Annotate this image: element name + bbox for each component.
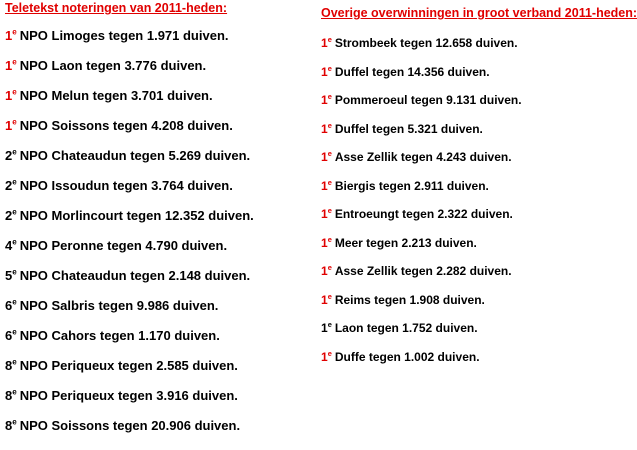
rank-number: 1 <box>321 150 328 164</box>
list-item <box>321 64 522 93</box>
rank-suffix: e <box>12 327 17 337</box>
list-item <box>5 147 254 177</box>
list-item <box>321 206 522 235</box>
rank-number: 4 <box>5 238 13 253</box>
rank-number: 1 <box>321 64 328 79</box>
rank-suffix: e <box>12 297 17 307</box>
entry-text: NPO Chateaudun tegen 2.148 duiven. <box>19 268 251 283</box>
entry-text: NPO Soissons tegen 20.906 duiven. <box>19 418 241 433</box>
list-item <box>321 320 522 349</box>
rank-label <box>5 387 17 405</box>
list-item <box>5 357 254 387</box>
rank-number: 1 <box>321 321 328 335</box>
rank-number: 1 <box>5 58 13 73</box>
entry-text: Biergis tegen 2.911 duiven. <box>334 178 489 193</box>
rank-suffix: e <box>327 291 332 301</box>
list-item <box>321 292 522 321</box>
rank-suffix: e <box>12 207 17 217</box>
entry-text: Strombeek tegen 12.658 duiven. <box>334 36 518 50</box>
list-item <box>5 177 254 207</box>
rank-number: 1 <box>5 88 13 103</box>
entry-text: NPO Soissons tegen 4.208 duiven. <box>19 118 233 133</box>
list-item <box>321 235 522 264</box>
rank-suffix: e <box>327 320 332 329</box>
entry-text: NPO Peronne tegen 4.790 duiven. <box>19 238 228 253</box>
entry-text: Reims tegen 1.908 duiven. <box>334 292 485 307</box>
entry-text: Entroeungt tegen 2.322 duiven. <box>334 207 513 221</box>
list-item <box>5 87 254 117</box>
rank-suffix: e <box>12 147 17 157</box>
entry-text: NPO Salbris tegen 9.986 duiven. <box>19 298 219 313</box>
rank-label <box>5 297 17 315</box>
rank-suffix: e <box>12 57 17 67</box>
rank-number: 1 <box>5 118 13 133</box>
list-item <box>5 327 254 357</box>
entry-text: NPO Cahors tegen 1.170 duiven. <box>19 328 220 343</box>
rank-suffix: e <box>327 263 332 272</box>
rank-suffix: e <box>12 357 17 367</box>
rank-suffix: e <box>12 27 17 37</box>
rank-number: 2 <box>5 178 13 193</box>
rank-label <box>321 121 332 137</box>
teletekst-list <box>5 27 254 447</box>
rank-number: 1 <box>321 235 328 250</box>
rank-suffix: e <box>327 120 332 130</box>
overige-heading: Overige overwinningen in groot verband 2011-heden: <box>321 6 637 20</box>
list-item <box>321 92 522 121</box>
rank-number: 1 <box>321 36 328 50</box>
list-item <box>5 27 254 57</box>
entry-text: NPO Melun tegen 3.701 duiven. <box>19 88 213 103</box>
rank-suffix: e <box>327 348 332 358</box>
rank-number: 1 <box>321 121 328 136</box>
rank-suffix: e <box>12 267 17 277</box>
rank-number: 1 <box>321 292 328 307</box>
rank-label <box>321 92 332 108</box>
list-item <box>5 297 254 327</box>
rank-label <box>5 237 17 255</box>
rank-suffix: e <box>327 63 332 73</box>
rank-label <box>5 147 17 165</box>
rank-suffix: e <box>327 35 332 44</box>
rank-suffix: e <box>12 87 17 97</box>
list-item <box>5 117 254 147</box>
rank-number: 6 <box>5 298 13 313</box>
rank-number: 2 <box>5 148 13 163</box>
entry-text: Pommeroeul tegen 9.131 duiven. <box>334 93 522 107</box>
rank-label <box>321 35 332 51</box>
entry-text: NPO Morlincourt tegen 12.352 duiven. <box>19 208 254 223</box>
rank-number: 1 <box>321 207 328 221</box>
rank-label <box>5 327 17 345</box>
entry-text: NPO Periqueux tegen 2.585 duiven. <box>19 358 238 373</box>
entry-text: NPO Issoudun tegen 3.764 duiven. <box>19 178 233 193</box>
list-item <box>321 35 522 64</box>
list-item <box>5 57 254 87</box>
entry-text: Laon tegen 1.752 duiven. <box>334 321 478 335</box>
entry-text: Asse Zellik tegen 2.282 duiven. <box>334 264 512 278</box>
rank-label <box>321 149 332 165</box>
rank-suffix: e <box>327 149 332 158</box>
rank-number: 6 <box>5 328 13 343</box>
rank-label <box>5 267 17 285</box>
rank-suffix: e <box>12 237 17 247</box>
rank-suffix: e <box>327 177 332 187</box>
rank-label <box>321 263 332 279</box>
rank-label <box>5 27 17 45</box>
rank-suffix: e <box>12 387 17 397</box>
list-item <box>321 121 522 150</box>
entry-text: NPO Laon tegen 3.776 duiven. <box>19 58 207 73</box>
list-item <box>321 149 522 178</box>
rank-suffix: e <box>327 234 332 244</box>
list-item <box>321 263 522 292</box>
list-item <box>321 178 522 207</box>
rank-suffix: e <box>327 206 332 215</box>
rank-label <box>5 117 17 135</box>
entry-text: Duffel tegen 14.356 duiven. <box>334 64 490 79</box>
rank-suffix: e <box>12 417 17 427</box>
list-item <box>5 267 254 297</box>
rank-number: 2 <box>5 208 13 223</box>
rank-label <box>321 292 332 308</box>
teletekst-heading: Teletekst noteringen van 2011-heden: <box>5 1 228 15</box>
rank-label <box>321 320 332 336</box>
entry-text: NPO Periqueux tegen 3.916 duiven. <box>19 388 238 403</box>
rank-label <box>321 206 332 222</box>
rank-suffix: e <box>12 117 17 127</box>
rank-number: 1 <box>5 28 13 43</box>
rank-number: 8 <box>5 358 13 373</box>
rank-number: 8 <box>5 418 13 433</box>
rank-suffix: e <box>12 177 17 187</box>
rank-label <box>321 64 332 80</box>
rank-label <box>321 349 332 365</box>
rank-label <box>5 207 17 225</box>
rank-number: 1 <box>321 93 328 107</box>
rank-label <box>5 87 17 105</box>
list-item <box>321 349 522 378</box>
overige-list <box>321 35 522 377</box>
rank-number: 1 <box>321 264 328 278</box>
list-item <box>5 387 254 417</box>
list-item <box>5 207 254 237</box>
rank-number: 1 <box>321 349 328 364</box>
rank-label <box>321 178 332 194</box>
rank-label <box>321 235 332 251</box>
entry-text: Asse Zellik tegen 4.243 duiven. <box>334 150 512 164</box>
rank-label <box>5 177 17 195</box>
entry-text: Duffe tegen 1.002 duiven. <box>334 349 480 364</box>
rank-number: 8 <box>5 388 13 403</box>
rank-number: 1 <box>321 178 328 193</box>
entry-text: NPO Limoges tegen 1.971 duiven. <box>19 28 229 43</box>
rank-label <box>5 357 17 375</box>
entry-text: NPO Chateaudun tegen 5.269 duiven. <box>19 148 251 163</box>
list-item <box>5 417 254 447</box>
rank-label <box>5 57 17 75</box>
entry-text: Duffel tegen 5.321 duiven. <box>334 121 483 136</box>
rank-suffix: e <box>327 92 332 101</box>
entry-text: Meer tegen 2.213 duiven. <box>334 235 477 250</box>
rank-label <box>5 417 17 435</box>
list-item <box>5 237 254 267</box>
rank-number: 5 <box>5 268 13 283</box>
